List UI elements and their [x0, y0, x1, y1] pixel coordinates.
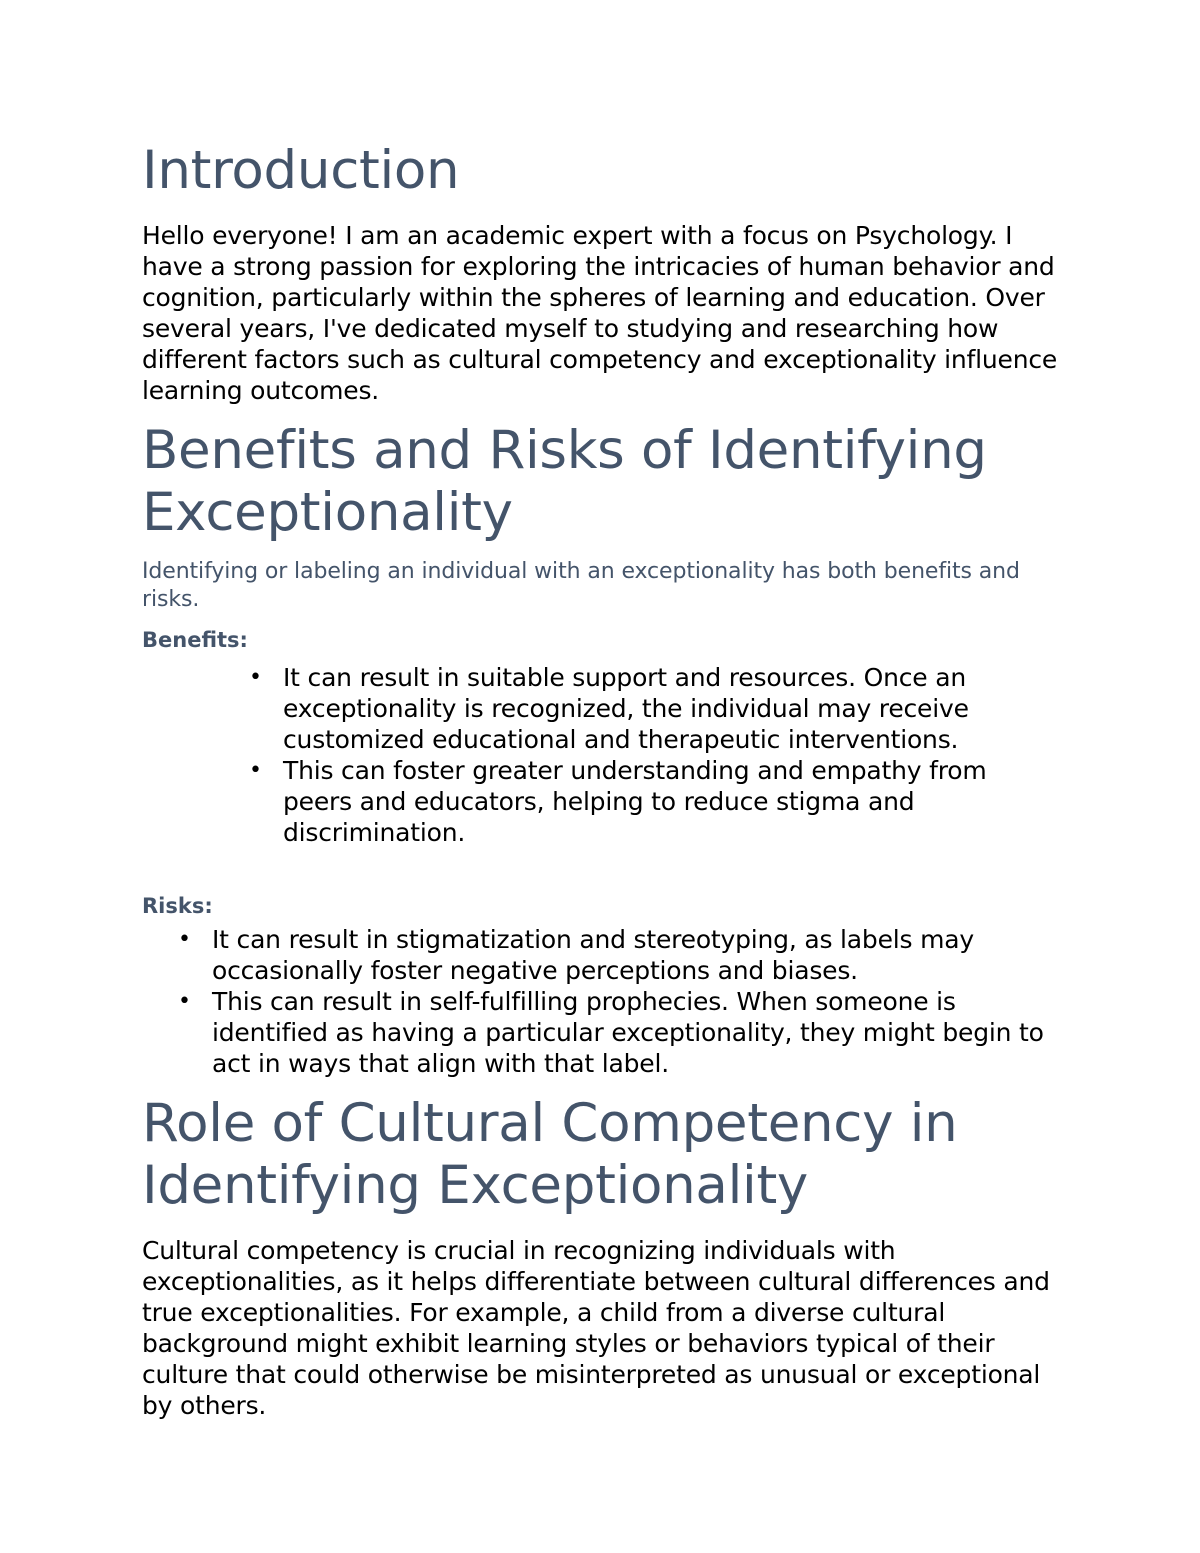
bullet-icon: • — [249, 758, 262, 783]
list-item — [178, 986, 1062, 1079]
document-page — [142, 140, 1062, 1421]
heading-benefits-and-risks: Benefits and Risks of Identifying Exceptionality — [142, 420, 987, 543]
bullet-icon: • — [178, 989, 191, 1014]
list-item-text: This can result in self-fulfilling prophecies. When someone is identified as having a particular exceptionality, they might begin to act in ways that align with that label. — [212, 987, 1044, 1078]
risks-list — [178, 924, 1062, 1079]
bullet-icon: • — [178, 927, 191, 952]
list-item-text: It can result in stigmatization and stereotyping, as labels may occasionally foster negative perceptions and biases. — [212, 925, 974, 985]
list-item-text: It can result in suitable support and resources. Once an exceptionality is recognized, the individual may receive customized educational and therapeutic interventions. — [283, 663, 969, 754]
risks-label: Risks: — [142, 894, 213, 918]
heading-introduction: Introduction — [142, 140, 460, 201]
list-item — [249, 755, 1062, 848]
heading-cultural-competency: Role of Cultural Competency in Identifying Exceptionality — [142, 1093, 958, 1216]
bullet-icon: • — [249, 665, 262, 690]
intro-paragraph: Hello everyone! I am an academic expert with a focus on Psychology. I have a strong passion for exploring the intricacies of human behavior and cognition, particularly within the spheres of learning and education. Over several years, I've dedicated myself to studying and researching how different factors such as cultural competency and exceptionality influence learning outcomes. — [142, 221, 1058, 405]
benefits-risks-subtitle: Identifying or labeling an individual with an exceptionality has both benefits and risks. — [142, 559, 1020, 612]
list-item — [249, 662, 1062, 755]
benefits-list — [249, 662, 1062, 848]
list-item — [178, 924, 1062, 986]
benefits-label: Benefits: — [142, 628, 248, 652]
cultural-paragraph: Cultural competency is crucial in recognizing individuals with exceptionalities, as it helps differentiate between cultural differences and true exceptionalities. For example, a child from a diverse cultural background might exhibit learning styles or behaviors typical of their culture that could otherwise be misinterpreted as unusual or exceptional by others. — [142, 1236, 1050, 1420]
list-item-text: This can foster greater understanding and empathy from peers and educators, helping to reduce stigma and discrimination. — [283, 756, 987, 847]
